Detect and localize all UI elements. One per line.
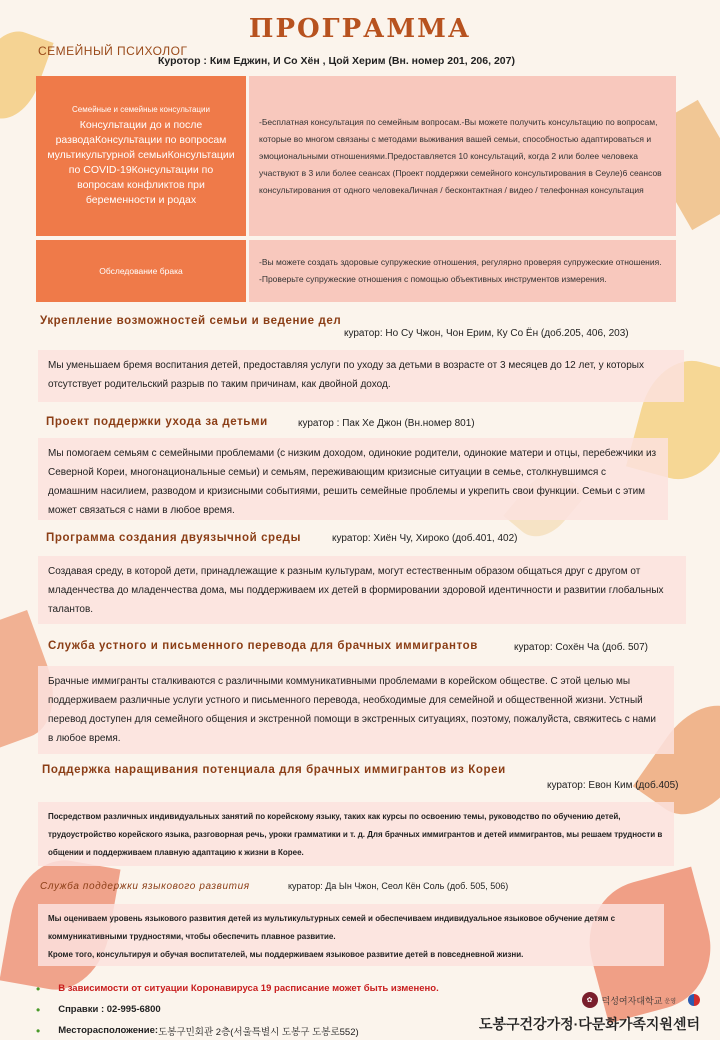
- phone-info: Справки : 02-995-6800: [58, 1004, 161, 1015]
- university-seal-icon: ✿: [582, 992, 598, 1008]
- list-item: [36, 1020, 439, 1040]
- organization-logos: [479, 992, 700, 1034]
- table-row: [36, 76, 676, 236]
- section-language-dev-text-1: Мы оцениваем уровень языкового развития детей из мультикультурных семей и обеспечиваем индивидуальное языковое обучение детям с коммуникативными трудностями, чтобы обеспечить плавное развитие.: [48, 914, 616, 941]
- section-bilingual-text: Создавая среду, в которой дети, принадлежащие к разным культурам, могут естественным образом общаться друг с другом от младенчества до младенчества дома, мы поддерживаем их детей в формировании здоровой идентичности и развитии глобальных талантов.: [38, 556, 686, 624]
- section-translation-curator: куратор: Сохён Ча (доб. 507): [514, 642, 648, 653]
- section-family-psychologist-curator: Куротор : Ким Еджин, И Со Хён , Цой Херим (Вн. номер 201, 206, 207): [158, 55, 515, 67]
- university-suffix: 운영: [664, 998, 676, 1005]
- section-immigrant-capacity-curator: куратор: Евон Ким (доб.405): [547, 780, 679, 791]
- counseling-description-cell: [249, 76, 676, 236]
- marriage-check-label: Обследование брака: [99, 266, 183, 276]
- section-family-strengthening-text: Мы уменьшаем бремя воспитания детей, предоставляя услуги по уходу за детьми в возрасте от 3 месяцев до 12 лет, у которых отсутствует родительский разрыв по таким причинам, как двойной доход.: [38, 350, 684, 402]
- university-logo: [479, 992, 700, 1008]
- section-childcare-curator: куратор : Пак Хе Джон (Вн.номер 801): [298, 418, 475, 429]
- list-item: [36, 999, 439, 1020]
- marriage-check-description-cell: [249, 240, 676, 302]
- bullet-icon: •: [36, 1002, 41, 1017]
- section-language-dev-box: [38, 904, 664, 966]
- university-name: 덕성여자대학교: [601, 995, 663, 1006]
- center-name: 도봉구건강가정·다문화가족지원센터: [478, 1016, 700, 1032]
- emblem-icon: [688, 994, 700, 1006]
- table-row: [36, 240, 676, 302]
- section-translation-text: Брачные иммигранты сталкиваются с различными коммуникативными проблемами в корейском обществе. С этой целью мы поддерживаем различные услуги устного и письменного перевода, необходимые для семейной и общественной жизни. Устный перевод доступен для семейного общения и экстренной помощи в экстренных ситуациях, поэтому, пожалуйста, свяжитесь с нами в любое время.: [38, 666, 674, 754]
- bullet-icon: •: [36, 1023, 41, 1038]
- section-immigrant-capacity-text: Посредством различных индивидуальных занятий по корейскому языку, таких как курсы по освоению темы, руководство по обучению детей, трудоустройство корейского языка, разговорная речь, уроки грамматики и т. д. Для брачных иммигрантов и детей иммигрантов, мы решаем трудности в общении и поддерживаем плавную адаптацию к жизни в Корее.: [38, 802, 674, 866]
- marriage-check-text-2: -Проверьте супружеские отношения с помощью объективных инструментов измерения.: [259, 274, 607, 284]
- counseling-label-small: Семейные и семейные консультации: [72, 104, 210, 114]
- counseling-label-cell: [36, 76, 246, 236]
- section-family-strengthening-curator: куратор: Но Су Чжон, Чон Ерим, Ку Со Ён (доб.205, 406, 203): [344, 328, 629, 339]
- location-value: 도봉구민회관 2층(서울특별시 도봉구 도봉로552): [158, 1026, 359, 1038]
- section-family-strengthening-heading: Укрепление возможностей семьи и ведение дел: [40, 315, 342, 327]
- section-immigrant-capacity-heading: Поддержка наращивания потенциала для брачных иммигрантов из Кореи: [42, 764, 506, 776]
- bullet-icon: •: [36, 981, 41, 996]
- footer-info: [36, 978, 439, 1040]
- section-bilingual-heading: Программа создания двуязычной среды: [46, 532, 302, 544]
- section-language-dev-curator: куратор: Да Ын Чжон, Сеол Кён Соль (доб. 505, 506): [288, 881, 509, 891]
- location-label: Месторасположение:: [58, 1025, 159, 1036]
- section-language-dev-text-2: Кроме того, консультируя и обучая воспитателей, мы поддерживаем языковое развитие детей в повседневной жизни.: [48, 950, 524, 959]
- schedule-notice: В зависимости от ситуации Коронавируса 19 расписание может быть изменено.: [58, 983, 439, 994]
- counseling-label-main: Консультации до и после разводаКонсультации по вопросам мультикультурной семьиКонсультации по COVID-19Консультации по вопросам конфликтов при беременности и родах: [47, 118, 235, 206]
- list-item: [36, 978, 439, 999]
- section-childcare-text: Мы помогаем семьям с семейными проблемами (с низким доходом, одинокие родители, одинокие матери и отцы, перебежчики из Северной Кореи, многонациональные семьи) и семьям, переживающим кризисные ситуации в семье, столкнувшимся с домашним насилием, разводом и кризисными событиями, решить семейные проблемы и укрепить свои функции. Семьи с этим может связаться с нами в любое время.: [38, 438, 668, 520]
- marriage-check-label-cell: [36, 240, 246, 302]
- page-title: ПРОГРАММА: [248, 14, 472, 44]
- section-language-dev-heading: Служба поддержки языкового развития: [40, 881, 250, 892]
- family-counseling-table: [36, 76, 676, 302]
- section-bilingual-curator: куратор: Хиён Чу, Хироко (доб.401, 402): [332, 533, 518, 544]
- section-translation-heading: Служба устного и письменного перевода для брачных иммигрантов: [48, 640, 478, 652]
- marriage-check-text-1: -Вы можете создать здоровые супружеские отношения, регулярно проверяя супружеские отношения.: [259, 257, 662, 267]
- section-family-psychologist-heading: СЕМЕЙНЫЙ ПСИХОЛОГ: [38, 44, 188, 58]
- section-childcare-heading: Проект поддержки ухода за детьми: [46, 416, 268, 428]
- counseling-description: -Бесплатная консультация по семейным вопросам.-Вы можете получить консультацию по вопросам, которые во многом связаны с методами выживания вашей семьи, способностью адаптироваться и эмоциональными отношениями.Предоставляется 10 консультаций, когда 2 или более человека участвуют в 3 или более сеансах (Проект поддержки семейного консультирования в Сеуле)6 сеансов консультирования от одного человекаЛичная / бесконтактная / видео / телефонная консультация: [259, 116, 662, 195]
